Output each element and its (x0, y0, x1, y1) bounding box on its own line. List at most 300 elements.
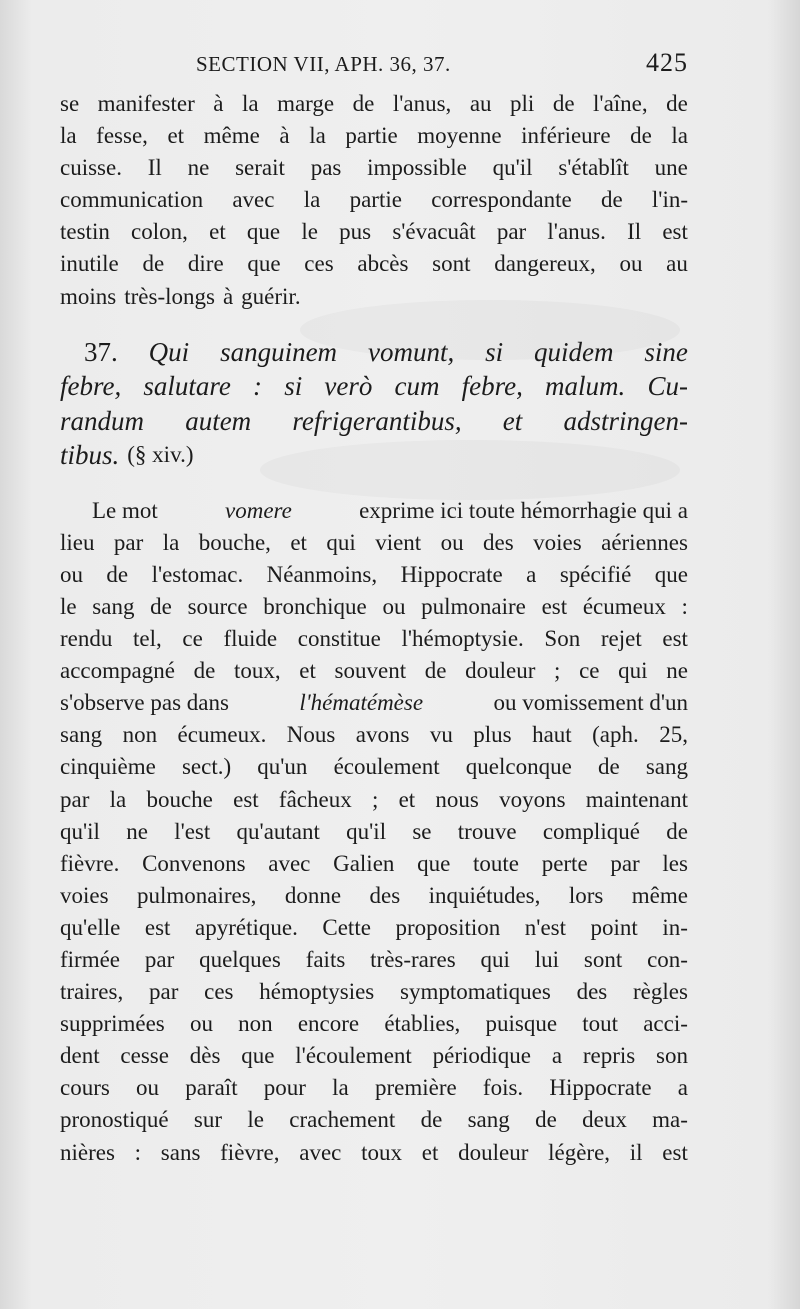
word: Son (544, 626, 581, 652)
word: cuisse. (60, 155, 122, 181)
word: aériennes (601, 529, 688, 555)
aphorism-line (60, 404, 688, 439)
word: nous (435, 786, 479, 812)
aphorism-reference: (§ xiv.) (127, 442, 194, 468)
word: firmée (60, 946, 121, 972)
word: avec (299, 1139, 342, 1165)
word: sont (583, 946, 623, 972)
word: à (222, 283, 234, 309)
word: qu'il (492, 155, 533, 181)
word: douleur (458, 1139, 529, 1165)
word: des (576, 979, 608, 1005)
word: une (654, 155, 688, 181)
word: : (253, 371, 263, 402)
word: proposition (395, 914, 501, 940)
word: de (142, 251, 165, 277)
word: qu'un (257, 754, 308, 780)
word: son (656, 1043, 688, 1069)
word: par (610, 850, 640, 876)
word: accompagné (60, 658, 175, 684)
word: inférieure (521, 123, 611, 149)
word: inutile (60, 251, 119, 277)
text-line (60, 1008, 688, 1040)
word: puisque (485, 1011, 558, 1037)
word: Convenons (142, 850, 246, 876)
page-body (60, 88, 688, 1169)
word: dent (60, 1043, 100, 1069)
word: Nous (286, 722, 336, 748)
word: Il (627, 219, 642, 245)
word: ma- (652, 1107, 688, 1133)
word: ou (619, 251, 643, 277)
word: non (238, 1011, 273, 1037)
word: écoulement (333, 754, 440, 780)
word: l'hémoptysie. (401, 626, 524, 652)
word: guérir. (241, 283, 301, 309)
word: spécifié (559, 561, 632, 587)
word: testin (60, 219, 110, 245)
word: ne (126, 818, 148, 844)
word: tibus. (60, 440, 120, 471)
word: avec (232, 187, 275, 213)
word: et (398, 786, 416, 812)
word: hémoptysies (259, 979, 375, 1005)
word: sang (60, 722, 103, 748)
word: se (412, 818, 432, 844)
word: qui (326, 529, 356, 555)
word: les (662, 850, 688, 876)
word: rejet (600, 626, 642, 652)
aphorism-line (60, 335, 688, 370)
word: cesse (120, 1043, 169, 1069)
word: serait (235, 155, 285, 181)
word: pas (310, 155, 342, 181)
word: voies (60, 882, 109, 908)
word: fois. (482, 1075, 524, 1101)
page-number: 425 (646, 48, 688, 77)
word: inquiétudes, (428, 882, 541, 908)
word: traires, (60, 979, 124, 1005)
word: a (677, 1075, 688, 1101)
paragraph-continued (60, 88, 688, 313)
word: crachement (289, 1107, 396, 1133)
word: est (541, 593, 568, 619)
word: très-longs (124, 283, 215, 309)
word: fâcheux (278, 786, 352, 812)
text-line (60, 848, 688, 880)
word: si (284, 371, 303, 402)
word: perte (541, 850, 588, 876)
word: de (630, 123, 652, 149)
word: par (113, 529, 144, 555)
text-line (60, 281, 688, 313)
word: la (241, 91, 259, 116)
text-line (60, 1137, 688, 1169)
word: ou (136, 1075, 160, 1101)
word: repris (582, 1043, 636, 1069)
word: ne (666, 658, 688, 684)
aphorism-number: 37. (84, 336, 118, 367)
word: le (247, 1107, 264, 1133)
text-line (60, 1040, 688, 1072)
text-line (60, 152, 688, 184)
word: paraît (185, 1075, 238, 1101)
word: voyons (499, 786, 566, 812)
word: toux (361, 1139, 403, 1165)
word: ce (579, 658, 600, 684)
word: partie (349, 187, 402, 213)
word: que (247, 251, 281, 277)
word: la (109, 786, 127, 812)
word: source (187, 593, 248, 619)
word: quelques (199, 946, 281, 972)
word: l'estomac. (151, 561, 244, 587)
word: verò (324, 371, 373, 402)
word: le (60, 593, 77, 619)
word: toute (473, 850, 519, 876)
aphorism-37 (60, 335, 688, 473)
text-line (60, 784, 688, 816)
word: légère, (548, 1139, 611, 1165)
text-line (60, 976, 688, 1008)
word: avec (268, 850, 311, 876)
word: acci- (643, 1011, 688, 1037)
word: sans (160, 1139, 201, 1165)
word: la (162, 529, 180, 555)
word: fesse, (96, 123, 148, 149)
word: que (654, 561, 688, 587)
word: même (203, 123, 260, 149)
word: salutare (143, 371, 231, 402)
word: est (233, 786, 259, 812)
text-line (60, 88, 688, 120)
word: qu'autant (236, 818, 320, 844)
text-line (60, 1072, 688, 1104)
word: moyenne (417, 123, 502, 149)
word: de (552, 91, 575, 116)
word: in- (662, 914, 688, 940)
text-line (60, 527, 688, 559)
word: la (309, 123, 326, 149)
word: qui (618, 658, 648, 684)
word: correspondante (431, 187, 572, 213)
word: pulmonaires, (136, 882, 257, 908)
word: pour (263, 1075, 306, 1101)
word: plus (473, 722, 512, 748)
word: sang (92, 593, 135, 619)
word: sang (645, 754, 688, 780)
word: fièvre. (60, 850, 120, 876)
word: moins (60, 283, 117, 309)
text-line (60, 216, 688, 248)
term-hematemese: l'hématémèse (299, 690, 424, 716)
word: périodique (432, 1043, 531, 1069)
word: de (666, 91, 688, 116)
word: marge (277, 91, 335, 116)
word: a (526, 561, 537, 587)
word: que (417, 850, 451, 876)
commentary-paragraph (60, 495, 688, 1169)
word: le (301, 219, 318, 245)
word: n'est (524, 914, 566, 940)
word: qu'il (346, 818, 387, 844)
word: manifester (97, 91, 195, 116)
text-line (60, 719, 688, 751)
word: compliqué (542, 818, 640, 844)
word: vient (375, 529, 422, 555)
word: adstringen- (563, 405, 688, 436)
word: bouche (146, 786, 213, 812)
word: avons (355, 722, 410, 748)
word: à (213, 91, 224, 116)
word: Cu- (647, 371, 688, 402)
word: établies, (384, 1011, 461, 1037)
word: de (666, 818, 688, 844)
word: : (134, 1139, 142, 1165)
word: la (303, 187, 321, 213)
word: même (631, 882, 688, 908)
word: ou (60, 561, 83, 587)
word: la (671, 123, 688, 149)
aphorism-line (60, 369, 688, 404)
word: l'écoulement (295, 1043, 412, 1069)
word: vu (429, 722, 453, 748)
word: Qui (148, 336, 190, 367)
word: au (666, 251, 688, 277)
word: febre, (60, 371, 122, 402)
word: bouche, (198, 529, 271, 555)
text-line (60, 816, 688, 848)
word: de (193, 658, 216, 684)
word: ne (187, 155, 210, 181)
word: ; (554, 658, 561, 684)
word: randum (60, 405, 145, 436)
word: de (150, 593, 172, 619)
word: ces (304, 251, 334, 277)
word: dire (187, 251, 224, 277)
word: autem (185, 405, 252, 436)
word: fièvre, (220, 1139, 280, 1165)
word: par (496, 219, 527, 245)
text-segment: exprime ici toute hémorrhagie qui a (359, 497, 688, 523)
text-line (60, 1104, 688, 1136)
latin-term: vomere (225, 497, 292, 523)
word: règles (633, 979, 688, 1005)
word: communication (60, 187, 204, 213)
word: Cette (322, 914, 371, 940)
word: pus (339, 219, 372, 245)
word: dangereux, (494, 251, 596, 277)
word: impossible (367, 155, 467, 181)
word: par (148, 979, 179, 1005)
word: la (332, 1075, 349, 1101)
word: est (662, 626, 688, 652)
word: si (485, 336, 504, 367)
word: la (60, 123, 77, 149)
word: abcès (357, 251, 409, 277)
word: l'est (174, 818, 211, 844)
text-line (60, 623, 688, 655)
word: nières (60, 1139, 115, 1165)
word: et (502, 405, 523, 436)
word: cours (60, 1075, 110, 1101)
word: Néanmoins, (266, 561, 378, 587)
word: sanguinem (220, 336, 338, 367)
word: ces (204, 979, 234, 1005)
text-line (60, 880, 688, 912)
word: qu'elle (60, 914, 121, 940)
word: quelconque (465, 754, 572, 780)
word: dès (189, 1043, 221, 1069)
word: point (590, 914, 638, 940)
word: l'in- (651, 187, 688, 213)
word: bronchique (263, 593, 367, 619)
word: deux (582, 1107, 627, 1133)
word: de (424, 658, 447, 684)
word: des (483, 529, 514, 555)
text-line (60, 751, 688, 783)
word: qui (480, 946, 510, 972)
word: par (60, 786, 90, 812)
word: est (662, 219, 688, 245)
word: est (144, 914, 171, 940)
word: de (106, 561, 129, 587)
word: première (374, 1075, 457, 1101)
word: ou (382, 593, 406, 619)
text-line (60, 120, 688, 152)
word: rendu (60, 626, 113, 652)
text-segment: ou vomissement d'un (493, 690, 688, 716)
word: écumeux (582, 593, 666, 619)
text-line (60, 559, 688, 591)
text-segment: Le mot (92, 497, 158, 523)
word: cinquième (60, 754, 156, 780)
word: 25, (659, 722, 688, 748)
word: souvent (334, 658, 407, 684)
text-line (60, 591, 688, 623)
word: ce (182, 626, 203, 652)
running-head: SECTION VII, APH. 36, 37. (196, 52, 451, 76)
word: febre, (461, 371, 523, 402)
word: a (551, 1043, 563, 1069)
word: ou (440, 529, 464, 555)
word: vomunt, (367, 336, 455, 367)
word: sect.) (181, 754, 232, 780)
word: non (122, 722, 158, 748)
word: et (167, 123, 185, 149)
word: Galien (333, 850, 395, 876)
word: par (144, 946, 175, 972)
word: supprimées (60, 1011, 165, 1037)
word: encore (297, 1011, 360, 1037)
word: pli (510, 91, 535, 116)
word: très-rares (370, 946, 456, 972)
word: douleur (465, 658, 536, 684)
word: Hippocrate (549, 1075, 652, 1101)
word: de (352, 91, 375, 116)
text-line (60, 184, 688, 216)
word: tel, (133, 626, 162, 652)
word: se (60, 91, 80, 116)
word: l'anus. (547, 219, 606, 245)
text-line (60, 495, 688, 527)
text-line (60, 912, 688, 944)
word: donne (284, 882, 342, 908)
text-segment: s'observe pas dans (60, 690, 229, 716)
word: pulmonaire (421, 593, 526, 619)
page-header (60, 48, 688, 84)
word: colon, (131, 219, 188, 245)
word: maintenant (585, 786, 688, 812)
word: Hippocrate (400, 561, 503, 587)
aphorism-line (60, 438, 688, 473)
word: con- (647, 946, 688, 972)
word: symptomatiques (400, 979, 551, 1005)
word: il (629, 1139, 643, 1165)
word: sur (193, 1107, 223, 1133)
word: l'aîne, (593, 91, 648, 116)
word: faits (305, 946, 346, 972)
word: lors (568, 882, 604, 908)
word: tout (582, 1011, 619, 1037)
word: et (421, 1139, 439, 1165)
word: pronostiqué (60, 1107, 169, 1133)
word: des (369, 882, 401, 908)
word: apyrétique. (195, 914, 298, 940)
text-line (60, 944, 688, 976)
word: quidem (534, 336, 614, 367)
word: (aph. (592, 722, 639, 748)
word: s'établît (558, 155, 629, 181)
word: au (469, 91, 492, 116)
word: sont (432, 251, 471, 277)
word: malum. (545, 371, 626, 402)
word: et (299, 658, 316, 684)
text-line (60, 655, 688, 687)
word: écumeux. (177, 722, 267, 748)
word: s'évacuât (392, 219, 476, 245)
text-line (60, 248, 688, 280)
word: et (290, 529, 307, 555)
word: et (209, 219, 226, 245)
word: lieu (60, 529, 95, 555)
word: de (600, 187, 623, 213)
word: ou (189, 1011, 213, 1037)
word: : (681, 593, 688, 619)
word: l'anus, (392, 91, 452, 116)
word: toux, (233, 658, 281, 684)
word: à (279, 123, 290, 149)
word: ; (371, 786, 379, 812)
word: que (246, 219, 281, 245)
word: sine (644, 336, 688, 367)
word: que (241, 1043, 275, 1069)
word: sang (467, 1107, 510, 1133)
word: de (420, 1107, 443, 1133)
word: voies (533, 529, 582, 555)
word: de (535, 1107, 557, 1133)
word: trouve (457, 818, 517, 844)
word: de (597, 754, 620, 780)
word: cum (394, 371, 440, 402)
word: qu'il (60, 818, 100, 844)
word: haut (532, 722, 572, 748)
word: lui (534, 946, 560, 972)
word: constitue (297, 626, 381, 652)
word: partie (345, 123, 398, 149)
word: est (662, 1139, 688, 1165)
word: Il (147, 155, 162, 181)
